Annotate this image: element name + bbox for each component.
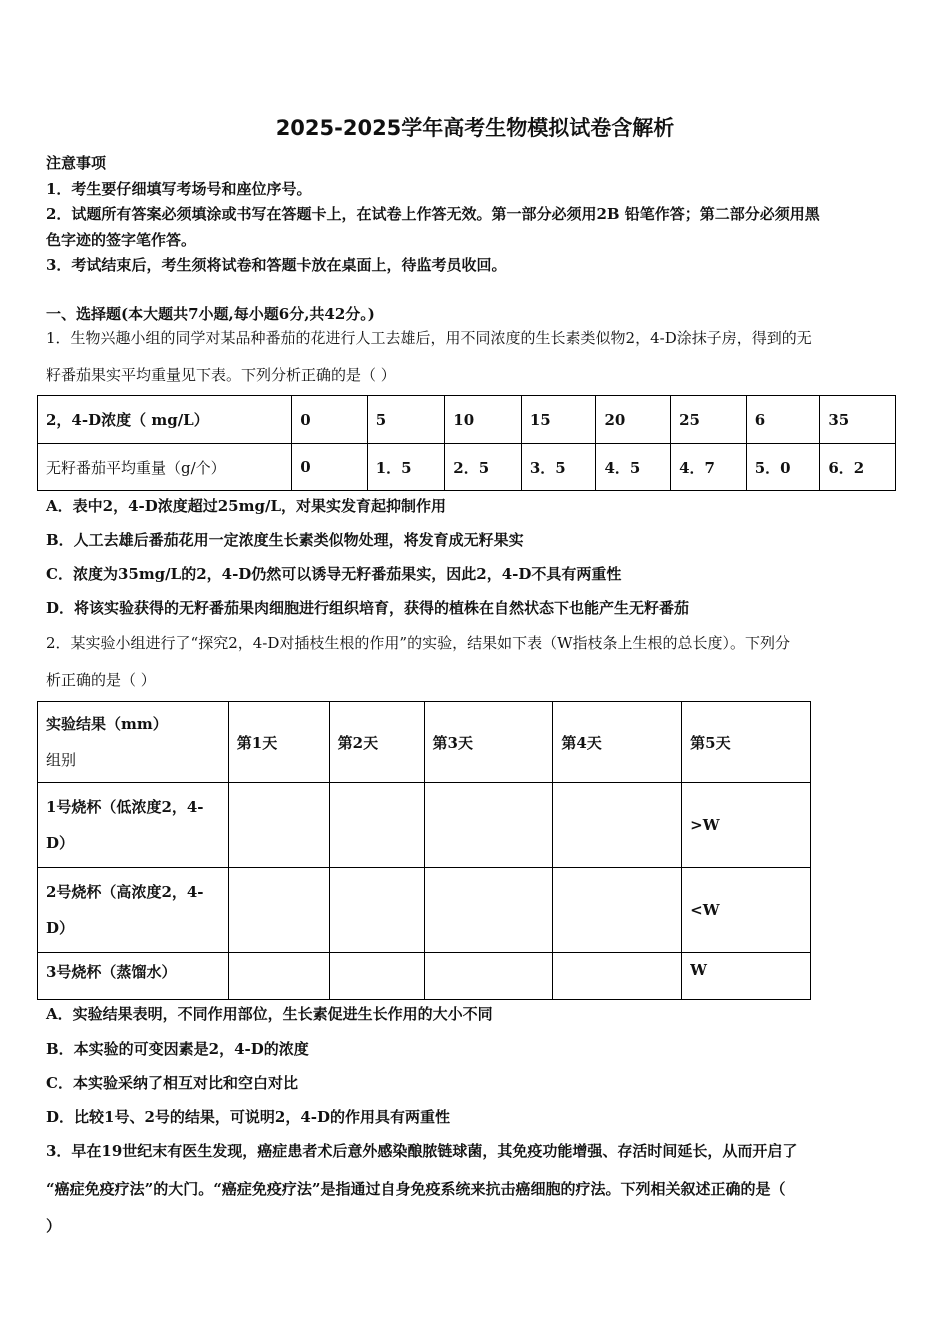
- table-cell: [329, 783, 424, 868]
- q2-table: [37, 701, 811, 1000]
- row-label-line: 1号烧杯（低浓度2，4-: [46, 798, 204, 816]
- notice-item: 3．考试结束后，考生须将试卷和答题卡放在桌面上，待监考员收回。: [46, 256, 507, 274]
- table-cell: 6．2: [820, 444, 896, 491]
- table-cell: W: [682, 953, 811, 1000]
- notice-item: 色字迹的签字笔作答。: [46, 231, 197, 249]
- table-header-cell: [38, 702, 229, 783]
- table-cell: 2，4-D浓度（ mg/L）: [38, 396, 292, 444]
- table-cell: 25: [671, 396, 747, 444]
- table-cell: [329, 953, 424, 1000]
- table-cell: [553, 783, 682, 868]
- table-cell: >W: [682, 783, 811, 868]
- question-1-stem: 籽番茄果实平均重量见下表。下列分析正确的是（ ）: [46, 366, 396, 384]
- notice-item: 2．试题所有答案必须填涂或书写在答题卡上，在试卷上作答无效。第一部分必须用2B 铅笔作答；第二部分必须用黑: [46, 205, 820, 223]
- q1-table: [37, 395, 896, 491]
- section-heading: 一、选择题(本大题共7小题,每小题6分,共42分。): [46, 305, 375, 323]
- q1-option-c: C．浓度为35mg/L的2，4-D仍然可以诱导无籽番茄果实，因此2，4-D不具有两重性: [46, 565, 622, 583]
- q2-option-c: C．本实验采纳了相互对比和空白对比: [46, 1074, 298, 1092]
- table-cell: 1．5: [367, 444, 445, 491]
- q2-option-a: A．实验结果表明，不同作用部位，生长素促进生长作用的大小不同: [46, 1005, 493, 1023]
- notice-heading: 注意事项: [46, 154, 107, 172]
- q1-option-a: A．表中2，4-D浓度超过25mg/L，对果实发育起抑制作用: [46, 497, 447, 515]
- table-cell: <W: [682, 868, 811, 953]
- question-1-stem: 1．生物兴趣小组的同学对某品种番茄的花进行人工去雄后，用不同浓度的生长素类似物2，4-D涂抹子房，得到的无: [46, 329, 812, 347]
- q1-option-b: B．人工去雄后番茄花用一定浓度生长素类似物处理，将发育成无籽果实: [46, 531, 524, 549]
- table-cell: [228, 868, 329, 953]
- table-cell: 无籽番茄平均重量（g/个）: [38, 444, 292, 491]
- table-cell: [228, 783, 329, 868]
- table-cell: [424, 953, 553, 1000]
- row-label-line: 2号烧杯（高浓度2，4-: [46, 883, 204, 901]
- table-cell: 0: [292, 396, 367, 444]
- table-cell: 3．5: [521, 444, 596, 491]
- table-cell: 6: [746, 396, 820, 444]
- q2-option-d: D．比较1号、2号的结果，可说明2，4-D的作用具有两重性: [46, 1108, 450, 1126]
- page-title: 2025-2025学年高考生物模拟试卷含解析: [275, 116, 675, 140]
- question-3-stem: 3．早在19世纪末有医生发现，癌症患者术后意外感染酿脓链球菌，其免疫功能增强、存活时间延长，从而开启了: [46, 1142, 798, 1160]
- table-cell: 2．5: [445, 444, 522, 491]
- table-row-label: [38, 783, 229, 868]
- table-cell: [329, 868, 424, 953]
- table-cell: 10: [445, 396, 522, 444]
- table-header-cell: 第3天: [424, 702, 553, 783]
- table-header-bottom: 组别: [46, 751, 77, 769]
- row-label-line: D）: [46, 834, 75, 852]
- question-2-stem: 2．某实验小组进行了“探究2，4-D对插枝生根的作用”的实验，结果如下表（W指枝条上生根的总长度）。下列分: [46, 634, 790, 652]
- table-cell: 5: [367, 396, 445, 444]
- table-header-cell: 第1天: [228, 702, 329, 783]
- table-cell: 5．0: [746, 444, 820, 491]
- row-label-line: D）: [46, 919, 75, 937]
- table-cell: [553, 868, 682, 953]
- table-cell: 15: [521, 396, 596, 444]
- q2-option-b: B．本实验的可变因素是2，4-D的浓度: [46, 1040, 309, 1058]
- q1-option-d: D．将该实验获得的无籽番茄果肉细胞进行组织培育，获得的植株在自然状态下也能产生无籽番茄: [46, 599, 690, 617]
- table-cell: 0: [292, 444, 367, 491]
- question-2-stem: 析正确的是（ ）: [46, 671, 156, 689]
- table-cell: 4．5: [596, 444, 671, 491]
- table-cell: [553, 953, 682, 1000]
- table-row-label: [38, 868, 229, 953]
- notice-item: 1．考生要仔细填写考场号和座位序号。: [46, 180, 312, 198]
- table-header-cell: 第5天: [682, 702, 811, 783]
- table-cell: [228, 953, 329, 1000]
- table-cell: 4．7: [671, 444, 747, 491]
- question-3-stem: ）: [46, 1217, 62, 1235]
- table-row-label: 3号烧杯（蒸馏水）: [38, 953, 229, 1000]
- table-header-cell: 第2天: [329, 702, 424, 783]
- table-cell: [424, 868, 553, 953]
- table-cell: [424, 783, 553, 868]
- table-header-top: 实验结果（mm）: [46, 715, 168, 733]
- table-cell: 35: [820, 396, 896, 444]
- question-3-stem: “癌症免疫疗法”的大门。“癌症免疫疗法”是指通过自身免疫系统来抗击癌细胞的疗法。下列相关叙述正确的是（: [46, 1180, 786, 1198]
- table-header-cell: 第4天: [553, 702, 682, 783]
- table-cell: 20: [596, 396, 671, 444]
